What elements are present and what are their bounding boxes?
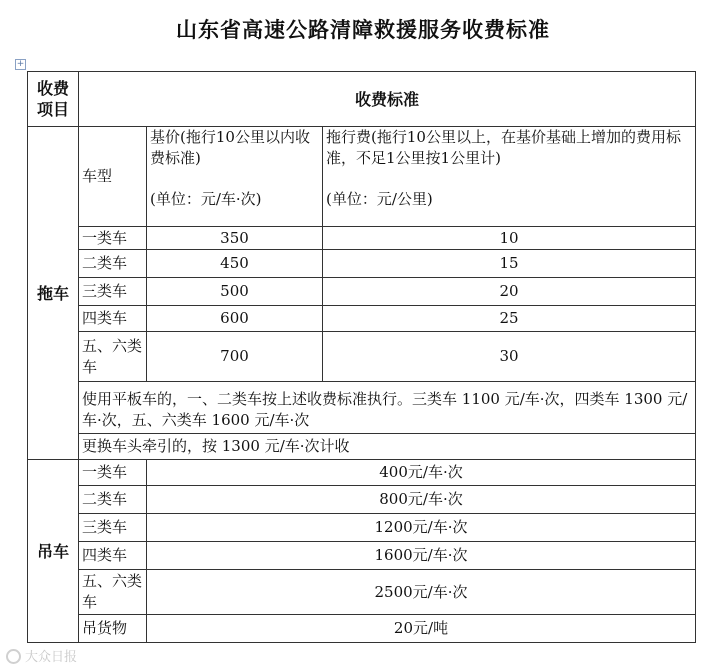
table-row <box>28 227 696 250</box>
crane-price-cell: 1200元/车·次 <box>147 514 696 542</box>
vehicle-type-cell: 四类车 <box>79 306 147 332</box>
vehicle-type-cell: 一类车 <box>79 227 147 250</box>
tow-fee-unit: (单位：元/公里) <box>326 190 433 208</box>
base-price-label: 基价(拖行10公里以内收费标准) <box>150 128 310 167</box>
base-price-cell: 450 <box>147 250 323 278</box>
crane-price-cell: 400元/车·次 <box>147 460 696 486</box>
crane-price-cell: 20元/吨 <box>147 615 696 643</box>
crane-price-cell: 1600元/车·次 <box>147 542 696 570</box>
vehicle-type-cell: 二类车 <box>79 486 147 514</box>
crane-price-cell: 2500元/车·次 <box>147 570 696 615</box>
vehicle-type-cell: 五、六类车 <box>79 570 147 615</box>
header-row <box>28 72 696 127</box>
tow-fee-label: 拖行费(拖行10公里以上，在基价基础上增加的费用标准，不足1公里按1公里计) <box>326 128 681 167</box>
vehicle-type-cell: 三类车 <box>79 278 147 306</box>
tow-fee-cell: 30 <box>323 332 696 382</box>
table-move-handle-icon[interactable]: + <box>16 59 25 69</box>
vehicle-type-cell: 吊货物 <box>79 615 147 643</box>
header-item-cell: 收费项目 <box>28 72 79 127</box>
crane-category-cell: 吊车 <box>28 460 79 643</box>
watermark-text: 大众日报 <box>25 650 78 665</box>
vehicle-type-cell: 三类车 <box>79 514 147 542</box>
tow-fee-header-cell <box>323 127 696 227</box>
towing-category-cell: 拖车 <box>28 127 79 460</box>
base-price-header-cell <box>147 127 323 227</box>
fee-table <box>27 71 696 643</box>
tractor-note-cell: 更换车头牵引的，按 1300 元/车·次计收 <box>79 434 696 460</box>
vehicle-type-cell: 一类车 <box>79 460 147 486</box>
tractor-note-row <box>28 434 696 460</box>
table-row <box>28 570 696 615</box>
flatbed-note-cell: 使用平板车的，一、二类车按上述收费标准执行。三类车 1100 元/车·次，四类车 1300 元/车·次，五、六类车 1600 元/车·次 <box>79 382 696 434</box>
type-label-cell: 车型 <box>79 127 147 227</box>
base-price-unit: (单位：元/车·次) <box>150 190 262 208</box>
table-row <box>28 306 696 332</box>
base-price-cell: 700 <box>147 332 323 382</box>
vehicle-type-cell: 四类车 <box>79 542 147 570</box>
table-row <box>28 542 696 570</box>
table-row <box>28 278 696 306</box>
crane-price-cell: 800元/车·次 <box>147 486 696 514</box>
watermark <box>6 646 77 665</box>
towing-subheader-row <box>28 127 696 227</box>
base-price-cell: 350 <box>147 227 323 250</box>
table-row <box>28 332 696 382</box>
page-title: 山东省高速公路清障救援服务收费标准 <box>176 18 550 42</box>
header-standard-cell: 收费标准 <box>79 72 696 127</box>
table-row <box>28 514 696 542</box>
tow-fee-cell: 25 <box>323 306 696 332</box>
tow-fee-cell: 10 <box>323 227 696 250</box>
table-row <box>28 615 696 643</box>
vehicle-type-cell: 五、六类车 <box>79 332 147 382</box>
watermark-logo-icon <box>6 649 21 664</box>
table-row <box>28 460 696 486</box>
tow-fee-cell: 15 <box>323 250 696 278</box>
vehicle-type-cell: 二类车 <box>79 250 147 278</box>
base-price-cell: 500 <box>147 278 323 306</box>
tow-fee-cell: 20 <box>323 278 696 306</box>
table-row <box>28 486 696 514</box>
base-price-cell: 600 <box>147 306 323 332</box>
table-row <box>28 250 696 278</box>
flatbed-note-row <box>28 382 696 434</box>
